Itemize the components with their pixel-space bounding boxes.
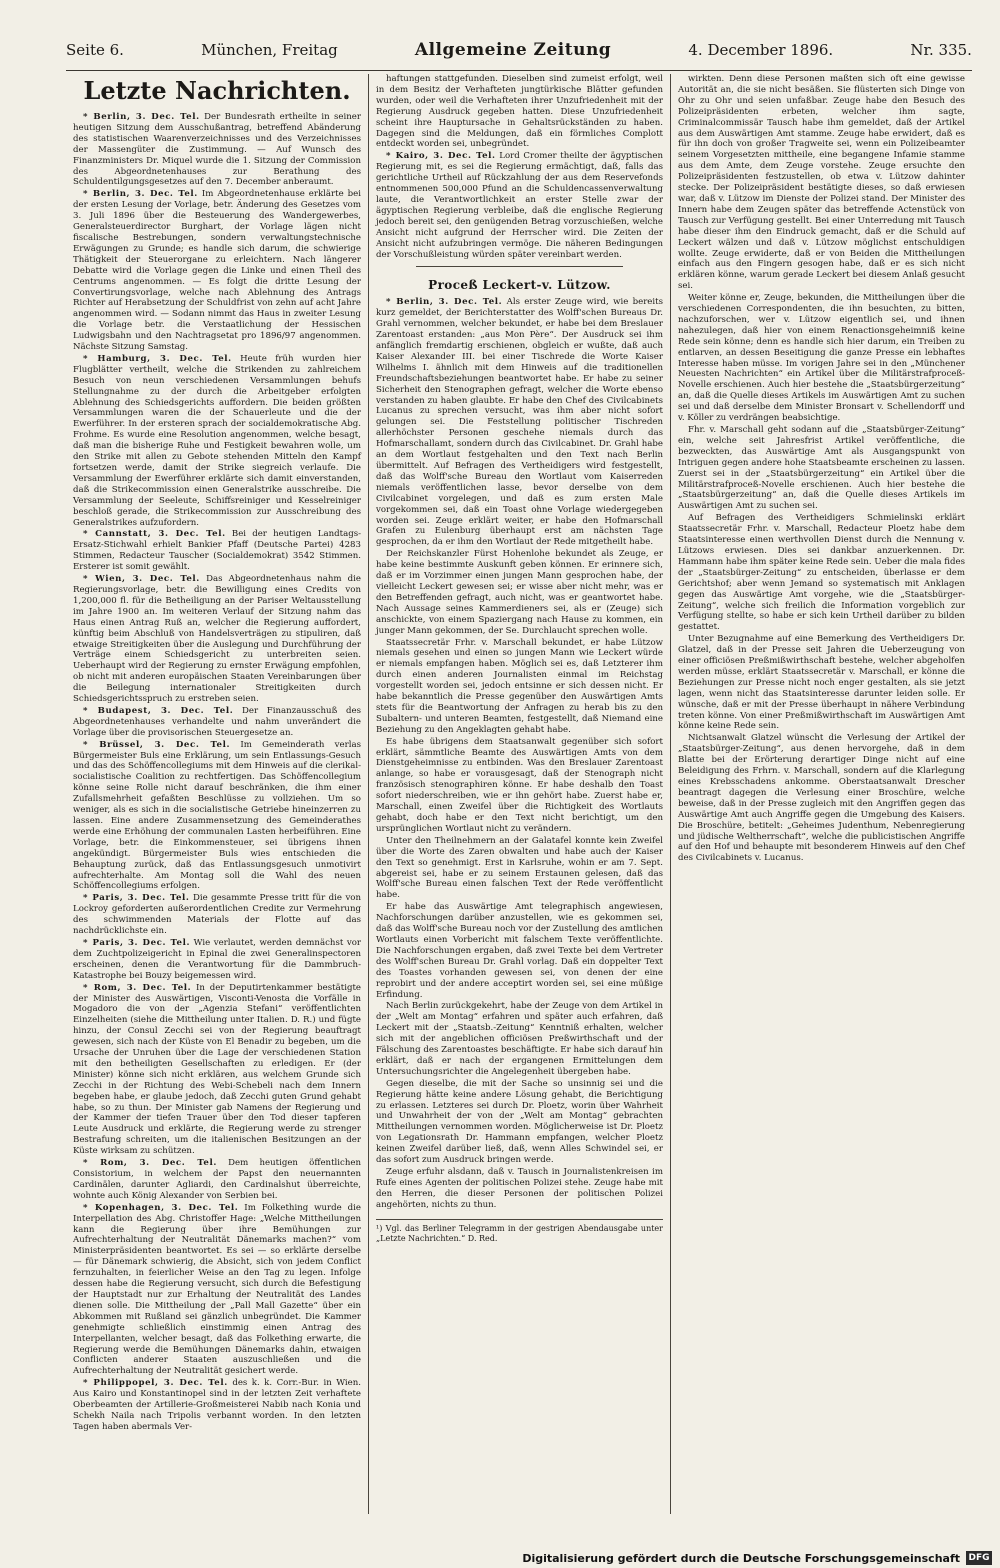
news-item: [73, 983, 361, 1158]
news-item: [678, 293, 965, 424]
news-dateline: * Rom, 3. Dec. Tel.: [83, 1158, 217, 1169]
news-item: [73, 740, 361, 893]
news-dateline: * Budapest, 3. Dec. Tel.: [83, 705, 234, 716]
place-day: München, Freitag: [201, 41, 338, 59]
news-item: [73, 354, 361, 529]
news-item: [678, 634, 965, 732]
column-1: [66, 74, 368, 1514]
news-dateline: * Paris, 3. Dec. Tel.: [83, 937, 191, 948]
page-number: Seite 6.: [66, 41, 124, 59]
news-dateline: * Wien, 3. Dec. Tel.: [83, 574, 200, 585]
news-item: [73, 1378, 361, 1433]
section-title: Letzte Nachrichten.: [83, 76, 351, 105]
news-text: Fhr. v. Marschall geht sodann auf die „Staatsbürger-Zeitung“ ein, welche seit Jahresfrist Artikel veröffentliche, die bezweckten, das Auswärtige Amt als Ausgangspunkt von Intriguen gegen andere hohe Staatsbeamte erscheinen zu lassen. Zuerst sei in der „Staatsbürgerzeitung“ ein Artikel über die Militärstrafproceß-Novelle erschienen. Auch hier bestehe die „Staatsbürgerzeitung“ an, daß die Quelle dieses Artikels im Auswärtigen Amt zu suchen sei.: [678, 425, 965, 512]
news-text: Bei der heutigen Landtags-Ersatz-Stichwahl erhielt Bankier Pfaff (Deutsche Partei) 4283 Stimmen, Redacteur Tauscher (Socialdemokrat) 3542 Stimmen. Ersterer ist somit gewählt.: [73, 529, 362, 573]
news-text: Nichtsanwalt Glatzel wünscht die Verlesung der Artikel der „Staatsbürger-Zeitung“, aus denen hervorgehe, daß in dem Blatte bei der Erörterung derartiger Dinge nicht auf eine Beleidigung des Frhrn. v. Marschall, sondern auf die Klarlegung eines Krebsschadens ankomme. Oberstaatsanwalt Drescher beantragt dagegen die Verlesung einer Broschüre, welche beweise, daß in der Presse zugleich mit den Angriffen gegen das Auswärtige Amt auch Angriffe gegen die Umgebung des Kaisers. Die Broschüre, betitelt: „Geheimes Judenthum, Nebenregierung und jüdische Weltherrschaft“, welche die publicistischen Angriffe auf den Hof und behaupte mit besonderem Hinweis auf den Chef des Civilcabinets v. Lucanus.: [678, 733, 965, 864]
news-text: Zeuge erfuhr alsdann, daß v. Tausch in Journalistenkreisen im Rufe eines Agenten der politischen Polizei stehe. Zeuge habe mit den Herren, die dieser Personen der politischen Polizei angehörten, nichts zu thun.: [376, 1167, 663, 1210]
news-text: Heute früh wurden hier Flugblätter vertheilt, welche die Strikenden zu zahlreichem Besuch von neun verschiedenen Versammlungen behufs Stellungnahme zu der durch die Arbeitgeber erfolgten Ablehnung des Schiedsgerichts auffordern. Die beiden größten Versammlungen waren die der Schauerleute und die der Ewerführer. In der ersteren sprach der socialdemokratische Abg. Frohme. Es wurde eine Resolution angenommen, welche besagt, daß man die bisherige Ruhe und Festigkeit bewahren wolle, um den Strike mit allen zu Gebote stehenden Mitteln den Kampf fortsetzen werde, damit der Strike siegreich verlaufe. Die Versammlung der Ewerführer erklärte sich damit einverstanden, daß die Strikecommission einen Generalstrike ausschreibe. Die Versammlung der Seeleute, Schiffsreiniger und Kesselreiniger beschloß gerade, die Strikecommission zur Ausschreibung des Generalstrikes aufzufordern.: [73, 353, 361, 528]
news-dateline: * Rom, 3. Dec. Tel.: [83, 982, 192, 993]
news-text: des k. k. Corr.-Bur. in Wien. Aus Kairo und Konstantinopel sind in der letzten Zeit verhaftete Oberbeamten der Artillerie-Großmeisterei Nabib nach Konia und Schekh Naila nach Tripolis verbannt worden. In den letzten Tagen haben abermals Ver-: [73, 1378, 361, 1432]
newspaper-title: Allgemeine Zeitung: [414, 40, 612, 60]
news-item: [73, 1203, 361, 1378]
news-text: Im Gemeinderath verlas Bürgermeister Buls eine Erklärung, um sein Entlassungs-Gesuch und das des Schöffencollegiums mit dem Hinweis auf die clerikal-socialistische Coalition zu rechtfertigen. Das Schöffencollegium könne seine Rolle nicht darauf beschränken, die ihm einer Zufallsmehrheit gefaßten Beschlüsse zu vollziehen. Um so weniger, als es sich in die socialistische Getriebe hineinzerren zu lassen. Eine andere Zusammensetzung des Gemeinderathes werde eine Erhöhung der communalen Lasten herbeiführen. Eine Vorlage, betr. die Einkommensteuer, sei übrigens ihnen angekündigt. Bürgermeister Buls wies entschieden die Behauptung zurück, daß das Entlassungsgesuch unmotivirt aufrechterhalte. Am Montag soll die Wahl des neuen Schöffencollegiums erfolgen.: [73, 739, 361, 892]
news-dateline: * Hamburg, 3. Dec. Tel.: [83, 353, 232, 364]
masthead: [66, 40, 972, 71]
trial-title: Proceß Leckert-v. Lützow.: [428, 278, 611, 293]
column-3: [670, 74, 972, 1514]
news-text: Der Bundesrath ertheilte in seiner heutigen Sitzung dem Ausschußantrag, betreffend Abänderung des statistischen Waarenverzeichnisses und des Verzeichnisses der Massengüter die Zustimmung. — Auf Wunsch des Finanzministers Dr. Miquel wurde die 1. Sitzung der Commission des Abgeordnetenhauses zur Berathung des Schuldentilgungsgesetzes auf den 7. December anberaumt.: [73, 112, 361, 188]
news-text: Wie verlautet, werden demnächst vor dem Zuchtpolizeigericht in Epinal die zwei Generalinspectoren erscheinen, denen die Verantwortung für die Dammbruch-Katastrophe bei Bouzy beigemessen wird.: [73, 937, 362, 981]
news-dateline: * Brüssel, 3. Dec. Tel.: [83, 739, 231, 750]
news-item: [376, 638, 663, 736]
news-item: [73, 938, 361, 982]
news-item: [376, 151, 663, 260]
news-text: Das Abgeordnetenhaus nahm die Regierungsvorlage, betr. die Bewilligung eines Credits von 1,200,000 fl. für die Betheiligung an der Pariser Weltausstellung im Jahre 1900 an. Im weiteren Verlauf der Sitzung nahm das Haus einen Antrag Ruß an, welcher die Regierung auffordert, künftig beim Abschluß von Handelsverträgen zu stipuliren, daß etwaige Streitigkeiten über die Auslegung und Durchführung der Verträge einem Schiedsgericht zu unterbreiten seien. Ueberhaupt wird der Regierung zu ernster Erwägung empfohlen, ob nicht mit anderen europäischen Staaten Vereinbarungen über die Beilegung internationaler Streitigkeiten durch Schiedsgerichtsspruch zu erstreben seien.: [73, 574, 362, 705]
news-text: Im Folkething wurde die Interpellation des Abg. Christoffer Hage: „Welche Mittheilungen kann die Regierung über ihre Bemühungen zur Aufrechterhaltung der Neutralität Dänemarks machen?“ vom Ministerpräsidenten beantwortet. Es sei — so erklärte derselbe — für Dänemark schwierig, die Absicht, sich von jedem Conflict fernzuhalten, in feierlicher Weise an den Tag zu legen. Infolge dessen habe die Regierung versucht, sich durch die Befestigung der Hauptstadt nur zur Erhaltung der Neutralität des Landes dienen solle. Die Mittheilung der „Pall Mall Gazette“ über ein Abkommen mit Rußland sei gänzlich unbegründet. Die Kammer genehmigte schließlich einstimmig einen Antrag des Interpellanten, welcher besagt, daß das Folkething erwarte, die Regierung werde die Bemühungen Dänemarks dahin, etwaigen Conflicten anderer Staaten auszuschließen und die Aufrechterhaltung der Neutralität gesichert werde.: [73, 1202, 362, 1377]
news-text: Unter den Theilnehmern an der Galatafel konnte kein Zweifel über die Worte des Zaren obwalten und habe auch der Kaiser den Text so genehmigt. Erst in Karlsruhe, wohin er am 7. Sept. abgereist sei, habe er zu seinem Erstaunen gelesen, daß das Wolff'sche Bureau einen falschen Text der Rede veröffentlicht habe.: [376, 835, 663, 901]
news-item: [376, 1001, 663, 1077]
news-text: Der Reichskanzler Fürst Hohenlohe bekundet als Zeuge, er habe keine bestimmte Auskunft geben können. Er erinnere sich, daß er im Vorzimmer einen jungen Mann gesprochen habe, der vielleicht Leckert gewesen sei; er wisse aber nicht mehr, was er den Betreffenden gefragt, auch nicht, was er geantwortet habe. Nach Aussage seines Kammerdieners sei, als er (Zeuge) sich anschickte, von einem Spaziergang nach Hause zu kommen, ein junger Mann gekommen, der Se. Durchlaucht sprechen wolle.: [376, 549, 663, 636]
news-dateline: * Cannstatt, 3. Dec. Tel.: [83, 529, 226, 540]
news-text: wirkten. Denn diese Personen maßten sich oft eine gewisse Autorität an, die sie nicht besäßen. Sie flüsterten sich Dinge von Ohr zu Ohr und seien unfaßbar. Zeuge habe den Besuch des Polizeipräsidenten erbeten, welcher ihm sagte, Criminalcommissär Tausch habe ihm gemeldet, daß der Artikel aus dem Auswärtigen Amt stamme. Zeuge habe erwidert, daß es für ihn doch von großer Tragweite sei, wenn ein Polizeibeamter seinem Vorgesetzten mittheile, eine begangene Infamie stamme aus dem Amte, dem Zeuge vorstehe. Zeuge ersuchte den Polizeipräsidenten festzustellen, ob etwa v. Lützow dahinter stecke. Der Polizeipräsident bestätigte dieses, so daß erwiesen war, daß v. Lützow im Dienste der Polizei stand. Der Minister des Innern habe dem Zeugen später das betreffende Actenstück von Tausch zur Verfügung gestellt. Bei einer Unterredung mit Tausch habe dieser ihm den Eindruck gemacht, daß er die Schuld auf Leckert wälzen und daß v. Lützow möglichst entschuldigen wollte. Zeuge erwiderte, daß er von Beiden die Mittheilungen einfach aus den Fingern gesogen habe, daß er es sich nicht erklären könne, warum gerade Leckert bei diesem Anlaß gesucht sei.: [678, 74, 965, 292]
footer-bar: [0, 1548, 1000, 1568]
issue-number: Nr. 335.: [910, 41, 972, 59]
news-text: Die gesammte Presse tritt für die von Lockroy geforderten außerordentlichen Credite zur Vermehrung des schwimmenden Materials der Flotte auf das nachdrücklichste ein.: [73, 893, 362, 937]
news-item: [376, 74, 663, 150]
news-item: [73, 706, 361, 739]
news-text: Lord Cromer theilte der ägyptischen Regierung mit, es sei die Regierung ermächtigt, daß, falls das gerichtliche Urtheil auf Rückzahlung der aus dem Reservefonds entnommenen 500,000 Pfund an die Schuldencassenverwaltung laute, die Verantwortlichkeit an erster Stelle zwar der ägyptischen Regierung verbleibe, daß die englische Regierung jedoch bereit sei, den genügenden Betrag vorzuschießen, welche Ansicht nicht aufgrund der Herrscher wird. Die Zeiten der Ansicht nicht aufzubringen vermöge. Die näheren Bedingungen der Vorschußleistung würden später vereinbart werden.: [376, 151, 664, 260]
news-dateline: * Berlin, 3. Dec. Tel.: [83, 112, 200, 122]
news-item: [73, 1158, 361, 1202]
news-item: [73, 112, 361, 188]
section-divider: [416, 266, 623, 267]
news-dateline: * Philippopel, 3. Dec. Tel.: [83, 1378, 228, 1389]
news-dateline: * Paris, 3. Dec. Tel.: [83, 893, 190, 904]
news-item: [73, 189, 361, 353]
news-item: [678, 425, 965, 512]
news-text: In der Deputirtenkammer bestätigte der Minister des Auswärtigen, Visconti-Venosta die Vorfälle in Mogadoro die von der „Agenzia Stefani“ veröffentlichten Einzelheiten (siehe die Mittheilung unter Italien. D. R.) und fügte hinzu, der Consul Zecchi sei von der Regierung beauftragt gewesen, sich nach der Küste von El Benadir zu begeben, um die Ursache der Unruhen über die Lage der verschiedenen Station mit den betheiligten Gesellschaften zu erledigen. Er (der Minister) könne sich nicht erklären, aus welchem Grunde sich Zecchi in der Richtung des Webi-Schebeli nach dem Innern begeben habe, er glaube jedoch, daß Zecchi guten Grund gehabt habe, so zu thun. Der Minister gab Namens der Regierung und der Kammer der tiefen Trauer über den Tod dieser tapferen Leute Ausdruck und erklärte, die Regierung werde zu strenger Bestrafung schreiten, um die italienischen Besitzungen an der Küste wirksam zu schützen.: [73, 982, 361, 1157]
news-item: [73, 529, 361, 573]
news-item: [376, 737, 663, 835]
news-text: Weiter könne er, Zeuge, bekunden, die Mittheilungen über die verschiedenen Correspondenten, die ihn besuchten, zu bitten, nachzuforschen, wer v. Lützow eigentlich sei, und ihnen nahezulegen, daß hier von einem Renactionsgeheimniß keine Rede sein könne; denn es handle sich hier darum, ein Treiben zu entlarven, an dessen Beseitigung die ganze Presse ein lebhaftes Interesse haben müsse. Im vorigen Jahre sei in den „Münchener Neuesten Nachrichten“ ein Artikel über die Militärstrafproceß-Novelle erschienen. Auch hier bestehe die „Staatsbürgerzeitung“ an, daß die Quelle dieses Artikels im Auswärtigen Amt zu suchen sei und daß derselbe dem Minister Bronsart v. Schellendorff und v. Köller zu verdrängen beabsichtige.: [678, 293, 965, 424]
news-item: [376, 549, 663, 636]
news-text: haftungen stattgefunden. Dieselben sind zumeist erfolgt, weil in dem Besitz der Verhafteten jungtürkische Blätter gefunden wurden, oder weil die Verhafteten ihrer Unzufriedenheit mit der Regierung Ausdruck gegeben hatten. Diese Unzufriedenheit scheint ihre Hauptursache in Gehaltsrückständen zu haben. Dagegen sind die Meldungen, daß ein förmliches Complott entdeckt worden sei, unbegründet.: [376, 74, 663, 150]
news-item: [73, 574, 361, 705]
news-text: Er habe das Auswärtige Amt telegraphisch angewiesen, Nachforschungen darüber anzustellen, wie es gekommen sei, daß das Wolff'sche Bureau noch vor der Zustellung des amtlichen Wortlauts einen Vorbericht mit falschem Texte veröffentlichte. Die Nachforschungen ergaben, daß zwei Texte bei dem Vertreter des Wolff'schen Bureau Dr. Grahl vorlag. Daß ein doppelter Text des Toastes vorhanden gewesen sei, von denen der eine reprobirt und der andere acceptirt worden sei, sei eine müßige Erfindung.: [376, 902, 663, 1000]
column-2: [368, 74, 670, 1514]
news-item: [73, 893, 361, 937]
news-text: Nach Berlin zurückgekehrt, habe der Zeuge von dem Artikel in der „Welt am Montag“ erfahren und später auch erfahren, daß Leckert mit der „Staatsb.-Zeitung“ Kenntniß erhalten, welcher sich mit der angeblichen officiösen Preßwirthschaft und der Fälschung des Zarentoastes beschäftigte. Er habe sich darauf hin erklärt, daß er nach der ergangenen Ermittelungen dem Untersuchungsrichter die Angelegenheit übergeben habe.: [376, 1001, 663, 1077]
news-item: [678, 513, 965, 633]
news-dateline: * Berlin, 3. Dec. Tel.: [386, 297, 503, 308]
dfg-logo-icon: DFG: [966, 1551, 992, 1565]
news-text: Unter Bezugnahme auf eine Bemerkung des Vertheidigers Dr. Glatzel, daß in der Presse seit Jahren die Ueberzeugung von einer officiösen Preßmißwirthschaft bestehe, welcher abgeholfen werden müsse, erklärt Staatssecretär v. Marschall, er könne die Beziehungen zur Presse nicht noch enger gestalten, als sie jetzt lagen, wenn nicht das Staatsinteresse darunter leiden solle. Er wünsche, daß er mit der Presse überhaupt in nähere Verbindung treten könne. Von einer Preßmißwirthschaft im Auswärtigen Amt könne keine Rede sein.: [678, 634, 965, 732]
issue-date: 4. December 1896.: [688, 41, 834, 59]
news-dateline: * Kairo, 3. Dec. Tel.: [386, 151, 496, 162]
news-text: Es habe übrigens dem Staatsanwalt gegenüber sich sofort erklärt, sämmtliche Beamte des Auswärtigen Amts von dem Dienstgeheimnisse zu entbinden. Was den Breslauer Zarentoast anlange, so habe er vorausgesagt, daß der Stenograph nicht französisch stenographiren könne. Er habe deshalb den Toast sofort niederschreiben, wie er ihn gehört habe. Zuerst habe er, Marschall, einen Zweifel über die Richtigkeit des Wortlauts gehabt, doch habe er den Text nicht berichtigt, um den ursprünglichen Wortlaut nicht zu verändern.: [376, 736, 663, 834]
news-text: Dem heutigen öffentlichen Consistorium, in welchem der Papst den neuernannten Cardinälen, darunter Agliardi, den Cardinalshut überreichte, wohnte auch König Alexander von Serbien bei.: [73, 1158, 361, 1201]
news-text: Auf Befragen des Vertheidigers Schmielinski erklärt Staatssecretär Frhr. v. Marschall, Redacteur Ploetz habe dem Staatsinteresse einen werthvollen Dienst durch die Nennung v. Lützows erwiesen. Dies sei dankbar anzuerkennen. Dr. Hammann habe ihm später keine Rede sein. Ueber die mala fides der „Staatsbürger-Zeitung“ zu entscheiden, überlasse er dem Gerichtshof; aber wenn Jemand so systematisch mit Anklagen gegen das Auswärtige Amt vorgehe, wie die „Staatsbürger-Zeitung“, welche sich freilich die Information vorgeblich zur Verfügung stellte, so habe er sich kein Urtheil darüber zu bilden gestattet.: [678, 513, 965, 633]
news-dateline: * Kopenhagen, 3. Dec. Tel.: [83, 1202, 239, 1213]
news-item: [678, 733, 965, 864]
news-item: [376, 297, 663, 548]
news-item: [376, 902, 663, 1000]
digitization-credit: Digitalisierung gefördert durch die Deutsche Forschungsgemeinschaft: [516, 1552, 966, 1565]
news-item: [376, 836, 663, 901]
news-item: [678, 74, 965, 292]
news-item: [376, 1079, 663, 1166]
news-text: Im Abgeordnetenhause erklärte bei der ersten Lesung der Vorlage, betr. Änderung des Gesetzes vom 3. Juli 1896 über die Besteuerung des Wandergewerbes, Generalsteuerdirector Burghart, der Vorlage lägen nicht fiscalische Bestrebungen, sondern verwaltungstechnische Erwägungen zu Grunde; es handle sich darum, die schwierige Thätigkeit der Steuerorgane zu erleichtern. Nach längerer Debatte wird die Vorlage gegen die Linke und einen Theil des Centrums angenommen. — Es folgt die dritte Lesung der Convertirungsvorlage, welche nach Ablehnung des Antrags Richter auf Herabsetzung der Schuldfrist von zehn auf acht Jahre angenommen wird. — Sodann nimmt das Haus in zweiter Lesung die Vorlage betr. die Verstaatlichung der Hessischen Ludwigsbahn und den Nachtragsetat pro 1896/97 angenommen. Nächste Sitzung Samstag.: [73, 189, 361, 353]
footnote: ¹) Vgl. das Berliner Telegramm in der gestrigen Abendausgabe unter „Letzte Nachrichten.“ D. Red.: [376, 1219, 663, 1244]
news-dateline: * Berlin, 3. Dec. Tel.: [83, 189, 198, 200]
news-item: [376, 1167, 663, 1211]
article-columns: [66, 74, 972, 1514]
news-text: Staatssecretär Frhr. v. Marschall bekundet, er habe Lützow niemals gesehen und einen so jungen Mann wie Leckert würde er niemals empfangen haben. Möglich sei es, daß Letzterer ihm durch einen anderen Journalisten einmal im Reichstag vorgestellt worden sei, jedoch entsinne er sich dessen nicht. Er habe bekanntlich die Presse gegenüber den Auswärtigen Amts stets für die Beantwortung der Anfragen zu herab bis zu den Subaltern- und unteren Beamten, festgestellt, daß Niemand eine Beziehung zu den Angeklagten gehabt habe.: [376, 637, 663, 735]
news-text: Als erster Zeuge wird, wie bereits kurz gemeldet, der Berichterstatter des Wolff'schen Bureaus Dr. Grahl vernommen, welcher bekundet, er habe bei dem Breslauer Zarentoast erstanden: „aus Mon Père“. Der Ausdruck sei ihm anfänglich fremdartig erschienen, obgleich er wußte, daß auch Kaiser Alexander III. bei einer Tischrede die Worte Kaiser Wilhelms I. ähnlich mit dem Hinweis auf die traditionellen Freundschaftsbeziehungen beantwortet habe. Er habe zu seiner Sicherheit den Stenographen gefragt, welcher die Worte ebenso verstanden zu haben glaubte. Er habe den Chef des Civilcabinets Lucanus zu sprechen versucht, was ihm aber nicht sofort gelungen sei. Die Feststellung politischer Tischreden allerhöchster Personen geschehe niemals durch das Hofmarschallamt, sondern durch das Civilcabinet. Dr. Grahl habe an dem Wortlaut festgehalten und den Text nach Berlin übermittelt. Auf Befragen des Vertheidigers wird festgestellt, daß das Wolff'sche Bureau den Wortlaut vom Kaiserreden niemals veröffentlichen lasse, bevor derselbe von dem Civilcabinet vorgelegen, und daß es zum ersten Male vorgekommen sei, daß ein Toast ohne Vorlage wiedergegeben worden sei. Zeuge erklärt weiter, er habe den Hofmarschall Grafen zu Eulenburg überhaupt erst am nächsten Tage gesprochen, da er ihm den Wortlaut der Rede mitgetheilt habe.: [376, 297, 664, 548]
news-text: Gegen dieselbe, die mit der Sache so unsinnig sei und die Regierung hätte keine andere Lösung gehabt, die Berichtigung zu erlassen. Letzteres sei durch Dr. Ploetz, worin über Wahrheit und Unwahrheit der von der „Welt am Montag“ gebrachten Mittheilungen vernommen worden. Möglicherweise ist Dr. Ploetz von Legationsrath Dr. Hammann empfangen, welcher Ploetz keinen Zweifel darüber ließ, daß, wenn Alles Schwindel sei, er das sofort zum Ausdruck bringen werde.: [376, 1078, 663, 1166]
column-2-trial: [376, 297, 663, 1210]
news-text: Der Finanzausschuß des Abgeordnetenhauses verhandelte und nahm unverändert die Vorlage über die provisorischen Steuergesetze an.: [73, 705, 362, 738]
column-2-intro: [376, 74, 663, 260]
